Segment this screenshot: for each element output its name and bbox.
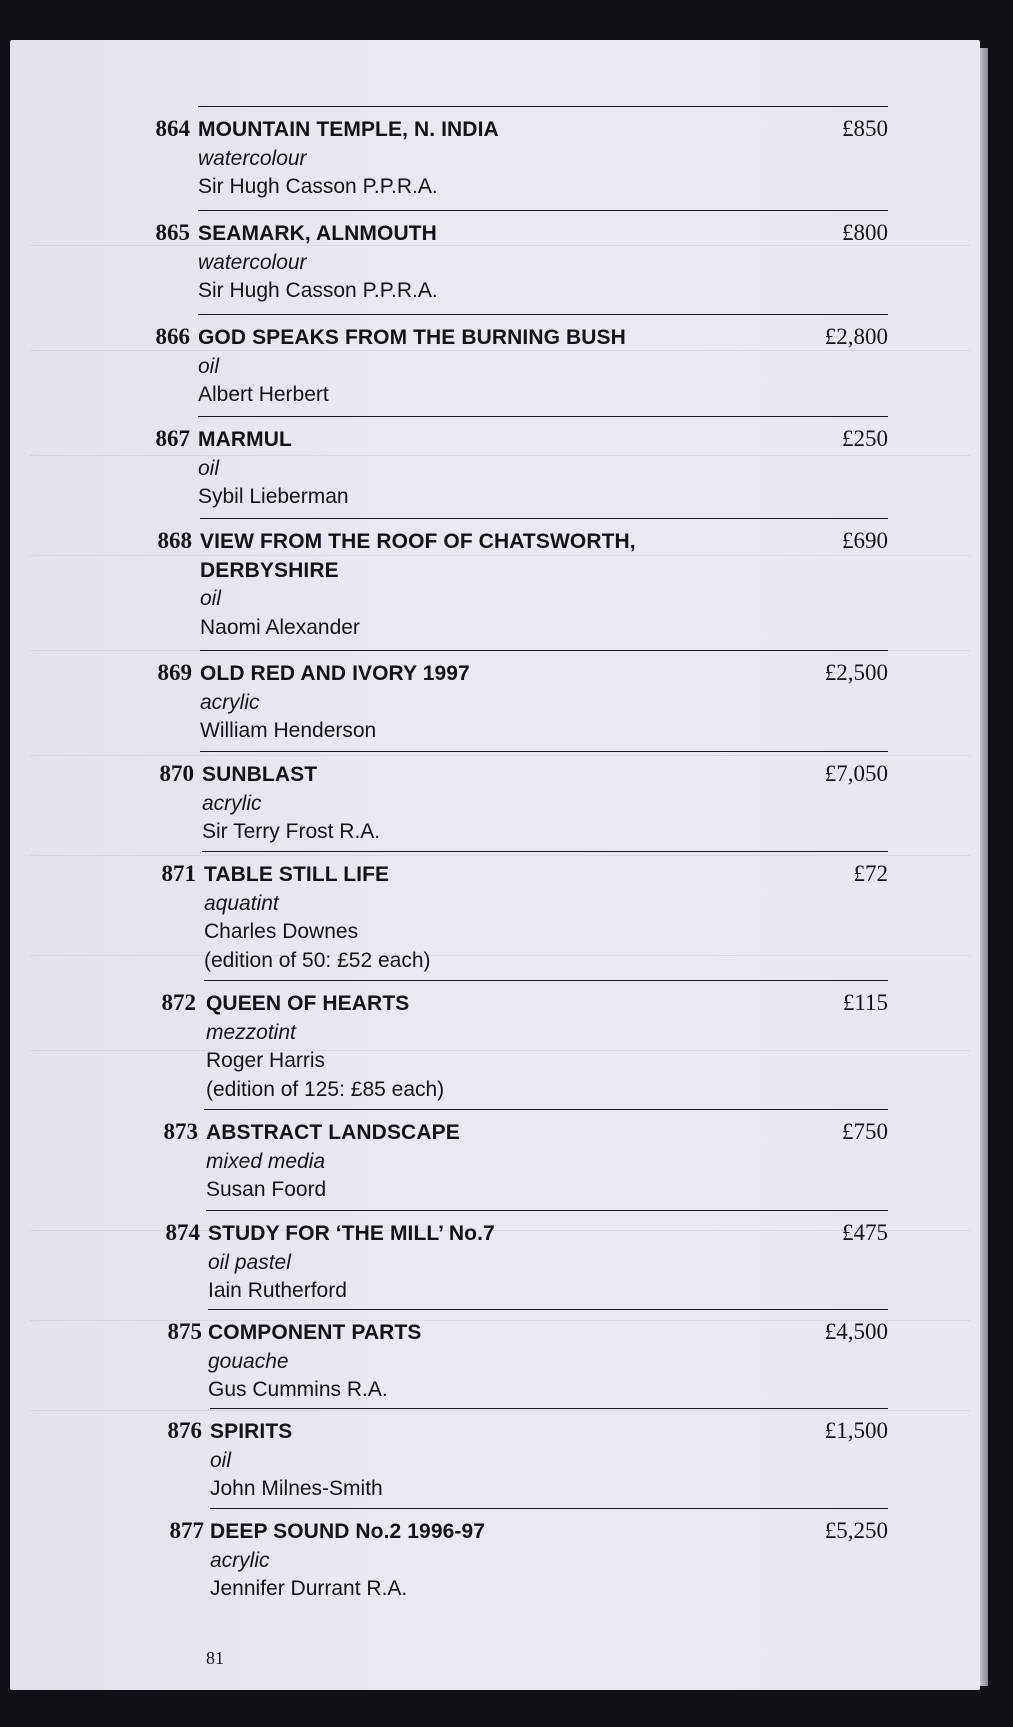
entry-artist: John Milnes-Smith <box>210 1477 383 1500</box>
entry-artist: Sir Hugh Casson P.P.R.A. <box>198 175 438 198</box>
entry-medium: mezzotint <box>206 1020 296 1044</box>
entry-artist: Iain Rutherford <box>208 1279 347 1302</box>
entry-medium: acrylic <box>210 1548 270 1572</box>
catalogue-page <box>10 40 980 1690</box>
entry-title: ABSTRACT LANDSCAPE <box>206 1121 460 1144</box>
entry-title: STUDY FOR ‘THE MILL’ No.7 <box>208 1222 495 1245</box>
entry-title: MARMUL <box>198 428 292 451</box>
entry-title: GOD SPEAKS FROM THE BURNING BUSH <box>198 326 626 349</box>
entry-number: 873 <box>163 1119 198 1144</box>
entry-artist: Sir Terry Frost R.A. <box>202 820 381 843</box>
page-number: 81 <box>206 1648 224 1668</box>
entry-medium: watercolour <box>198 146 307 170</box>
entry-title: VIEW FROM THE ROOF OF CHATSWORTH, <box>200 530 636 553</box>
entry-price: £1,500 <box>824 1418 888 1443</box>
divider <box>198 314 888 315</box>
entry-title: SPIRITS <box>210 1420 293 1443</box>
entry-artist: Gus Cummins R.A. <box>208 1378 388 1401</box>
entry-medium: oil pastel <box>208 1250 291 1274</box>
entry-number: 871 <box>161 861 196 886</box>
divider <box>210 1508 888 1509</box>
entry-number: 876 <box>167 1418 202 1443</box>
entry-title: COMPONENT PARTS <box>208 1321 422 1344</box>
entry-artist: Sybil Lieberman <box>198 485 349 508</box>
entry-number: 874 <box>165 1220 200 1245</box>
entry-price: £800 <box>842 220 888 245</box>
entry-price: £475 <box>842 1220 888 1245</box>
entry-medium: gouache <box>208 1349 289 1373</box>
entry-artist: Albert Herbert <box>198 383 329 406</box>
divider <box>208 1309 888 1310</box>
entry-artist: Naomi Alexander <box>200 615 360 639</box>
divider <box>200 518 888 519</box>
entry-medium: oil <box>198 354 220 378</box>
entry-number: 869 <box>157 660 192 685</box>
entry-number: 864 <box>155 116 190 141</box>
entry-title: TABLE STILL LIFE <box>204 863 390 886</box>
divider <box>204 1109 888 1110</box>
entry-number: 870 <box>159 761 194 786</box>
divider <box>202 851 888 852</box>
entry-price: £750 <box>842 1119 888 1144</box>
entry-number: 866 <box>155 324 190 349</box>
divider <box>200 650 888 651</box>
divider <box>206 1210 888 1211</box>
divider <box>204 980 888 981</box>
entry-title: SEAMARK, ALNMOUTH <box>198 222 437 245</box>
entry-medium: oil <box>200 587 222 610</box>
entry-artist: Sir Hugh Casson P.P.R.A. <box>198 279 438 302</box>
entry-price: £250 <box>842 426 888 451</box>
entry-number: 872 <box>161 990 196 1015</box>
entry-medium: acrylic <box>202 791 262 815</box>
entry-title: QUEEN OF HEARTS <box>206 992 410 1015</box>
entry-medium: oil <box>198 456 220 480</box>
entry-number: 865 <box>155 220 190 245</box>
entry-medium: watercolour <box>198 250 307 274</box>
entry-price: £850 <box>842 116 888 141</box>
entry-medium: oil <box>210 1448 232 1472</box>
divider <box>210 1408 888 1409</box>
entry-price: £72 <box>853 861 888 886</box>
divider <box>200 751 888 752</box>
entry-number: 875 <box>167 1319 202 1344</box>
entry-price: £2,800 <box>824 324 888 349</box>
entry-artist: Susan Foord <box>206 1178 327 1201</box>
entry-number: 868 <box>157 528 192 553</box>
divider <box>198 106 888 107</box>
entry-price: £2,500 <box>824 660 888 685</box>
edition-note: (edition of 125: £85 each) <box>206 1077 445 1101</box>
entry-title: DEEP SOUND No.2 1996-97 <box>210 1520 486 1543</box>
entry-price: £7,050 <box>824 761 888 786</box>
entry-title: OLD RED AND IVORY 1997 <box>200 662 470 685</box>
entry-artist: Roger Harris <box>206 1049 326 1072</box>
entry-artist: Jennifer Durrant R.A. <box>210 1577 408 1600</box>
entry-medium: acrylic <box>200 690 260 714</box>
entry-price: £115 <box>842 990 888 1015</box>
edition-note: (edition of 50: £52 each) <box>204 948 431 972</box>
entry-title: SUNBLAST <box>202 763 318 786</box>
entry-artist: Charles Downes <box>204 920 359 943</box>
entry-price: £690 <box>842 528 888 553</box>
entry-price: £5,250 <box>824 1518 888 1543</box>
entry-medium: aquatint <box>204 891 279 915</box>
entry-medium: mixed media <box>206 1149 326 1173</box>
divider <box>198 210 888 211</box>
entry-number: 867 <box>155 426 190 451</box>
entry-title: MOUNTAIN TEMPLE, N. INDIA <box>198 118 499 141</box>
entry-price: £4,500 <box>824 1319 888 1344</box>
entry-title-continued: DERBYSHIRE <box>200 558 339 582</box>
entry-artist: William Henderson <box>200 719 377 742</box>
entry-number: 877 <box>169 1518 204 1543</box>
divider <box>198 416 888 417</box>
